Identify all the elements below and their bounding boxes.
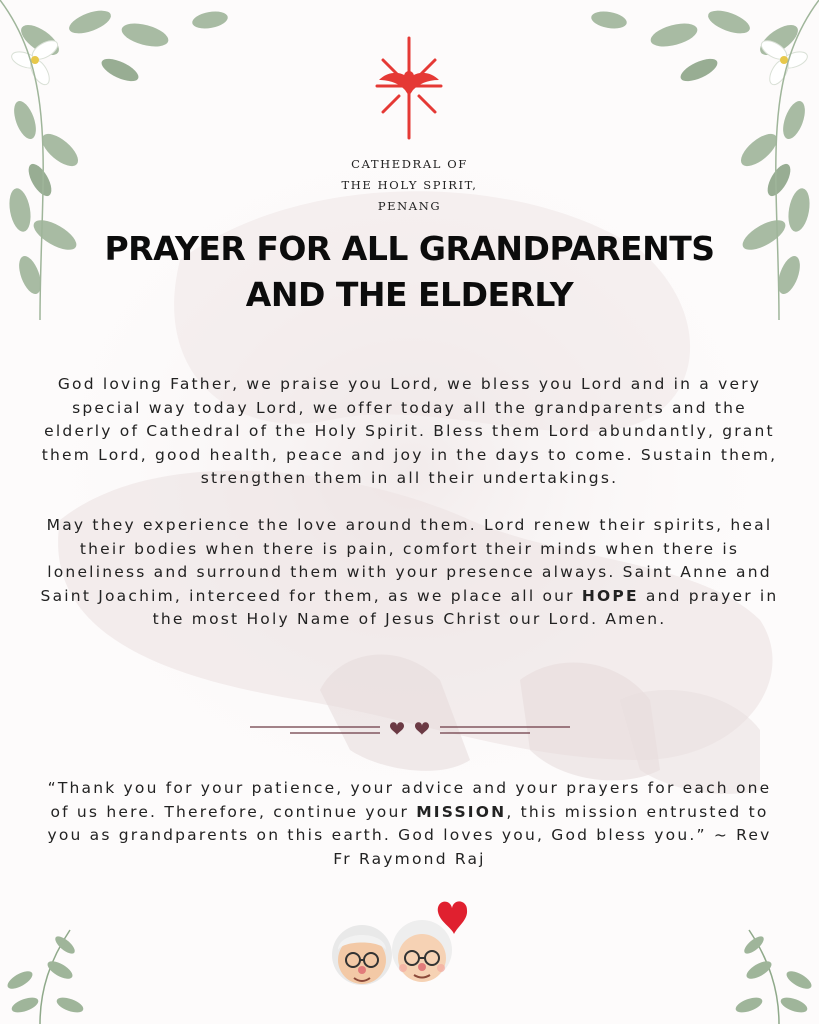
title-line-2: AND THE ELDERLY: [245, 275, 574, 314]
org-line-3: PENANG: [377, 199, 442, 213]
double-heart-divider-icon: [240, 714, 580, 744]
cathedral-name: [0, 154, 819, 217]
quote-start: “Thank you for your patience, your advice and your prayers for each one of us here. Therefore, continue your: [47, 779, 772, 821]
prayer-paragraph-2: [40, 514, 779, 632]
prayer-paragraph-2-start: May they experience the love around them. Lord renew their spirits, heal their bodies when there is pain, comfort their minds when there is loneliness and surround them with your presence always. Saint Anne and Saint Joachim, interceed for them, as we place all our: [40, 516, 773, 605]
grandparents-couple-icon: [322, 890, 492, 1000]
prayer-body: [40, 373, 779, 632]
mission-emphasis: MISSION: [416, 802, 507, 821]
quote-block: [40, 777, 779, 871]
prayer-paragraph-2-end: and prayer in the most Holy Name of Jesus Christ our Lord. Amen.: [152, 586, 779, 628]
hope-emphasis: HOPE: [581, 586, 639, 605]
prayer-paragraph-1: God loving Father, we praise you Lord, we bless you Lord and in a very special way today Lord, we offer today all the grandparents and the elderly of Cathedral of the Holy Spirit. Bless them Lord abundantly, grant them Lord, good health, peace and joy in the days to come. Sustain them, strengthen them in all their undertakings.: [41, 375, 778, 487]
title-line-1: PRAYER FOR ALL GRANDPARENTS: [104, 229, 715, 268]
bottom-left-leaves-icon: [0, 910, 110, 1024]
bottom-right-leaves-icon: [709, 910, 819, 1024]
org-line-1: CATHEDRAL OF: [351, 157, 468, 171]
org-line-2: THE HOLY SPIRIT,: [341, 178, 478, 192]
page-title: [0, 226, 819, 318]
quote-end: , this mission entrusted to you as grandparents on this earth. God loves you, God bless you.” ~ Rev Fr Raymond Raj: [47, 802, 772, 868]
holy-spirit-dove-cross-icon: [369, 36, 449, 140]
